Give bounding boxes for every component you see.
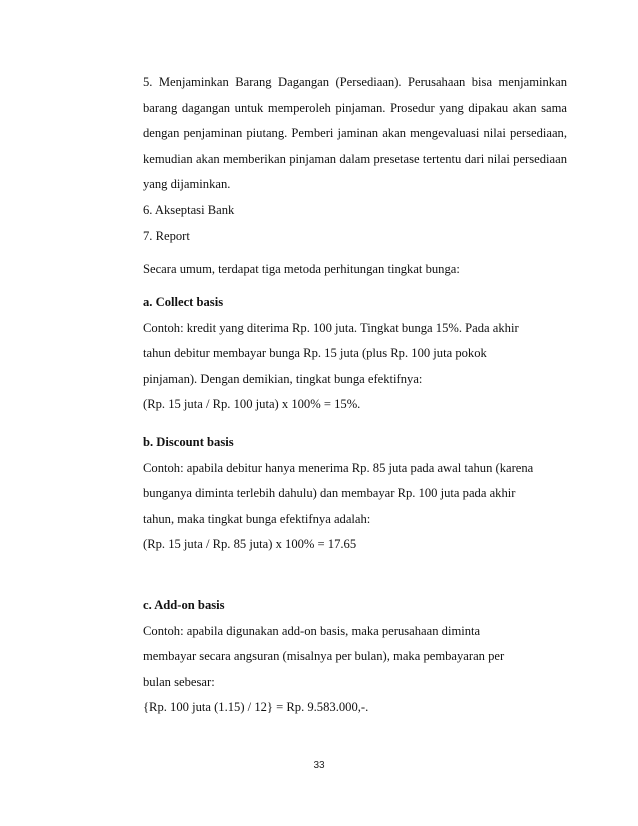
addon-line-3: bulan sebesar:	[143, 674, 215, 689]
section-collect-basis	[143, 290, 567, 418]
discount-line-2: bunganya diminta terlebih dahulu) dan membayar Rp. 100 juta pada akhir	[143, 486, 516, 500]
page-number: 33	[313, 760, 325, 771]
intro-paragraph: Secara umum, terdapat tiga metoda perhitungan tingkat bunga:	[143, 262, 460, 276]
item-7-text: 7. Report	[143, 228, 190, 243]
item-6-text: 6. Akseptasi Bank	[143, 203, 235, 217]
collect-line-3: pinjaman). Dengan demikian, tingkat bunga efektifnya:	[143, 371, 423, 386]
addon-line-4: {Rp. 100 juta (1.15) / 12} = Rp. 9.583.000,-.	[143, 700, 369, 714]
addon-line-1: Contoh: apabila digunakan add-on basis, maka perusahaan diminta	[143, 623, 481, 638]
item-5-paragraph: 5. Menjaminkan Barang Dagangan (Persediaan). Perusahaan bisa menjaminkan barang dagangan untuk memperoleh pinjaman. Prosedur yang dipakau akan sama dengan penjaminan piutang. Pemberi jaminan akan mengevaluasi nilai persediaan, kemudian akan memberikan pinjaman dalam presetase tertentu dari nilai persediaan yang dijaminkan.	[143, 75, 567, 191]
collect-line-2: tahun debitur membayar bunga Rp. 15 juta (plus Rp. 100 juta pokok	[143, 346, 487, 360]
item-6	[143, 198, 567, 249]
section-discount-basis	[143, 430, 567, 558]
section-addon-basis	[143, 593, 567, 721]
collect-line-1: Contoh: kredit yang diterima Rp. 100 juta. Tingkat bunga 15%. Pada akhir	[143, 320, 519, 335]
collect-basis-heading: a. Collect basis	[143, 295, 224, 309]
addon-line-2: membayar secara angsuran (misalnya per bulan), maka pembayaran per	[143, 649, 505, 663]
discount-line-3: tahun, maka tingkat bunga efektifnya adalah:	[143, 511, 371, 526]
discount-line-1: Contoh: apabila debitur hanya menerima Rp. 85 juta pada awal tahun (karena	[143, 460, 534, 475]
addon-basis-heading: c. Add-on basis	[143, 598, 225, 612]
discount-basis-heading: b. Discount basis	[143, 435, 234, 449]
collect-line-4: (Rp. 15 juta / Rp. 100 juta) x 100% = 15%.	[143, 397, 361, 411]
discount-line-4: (Rp. 15 juta / Rp. 85 juta) x 100% = 17.65	[143, 537, 357, 551]
